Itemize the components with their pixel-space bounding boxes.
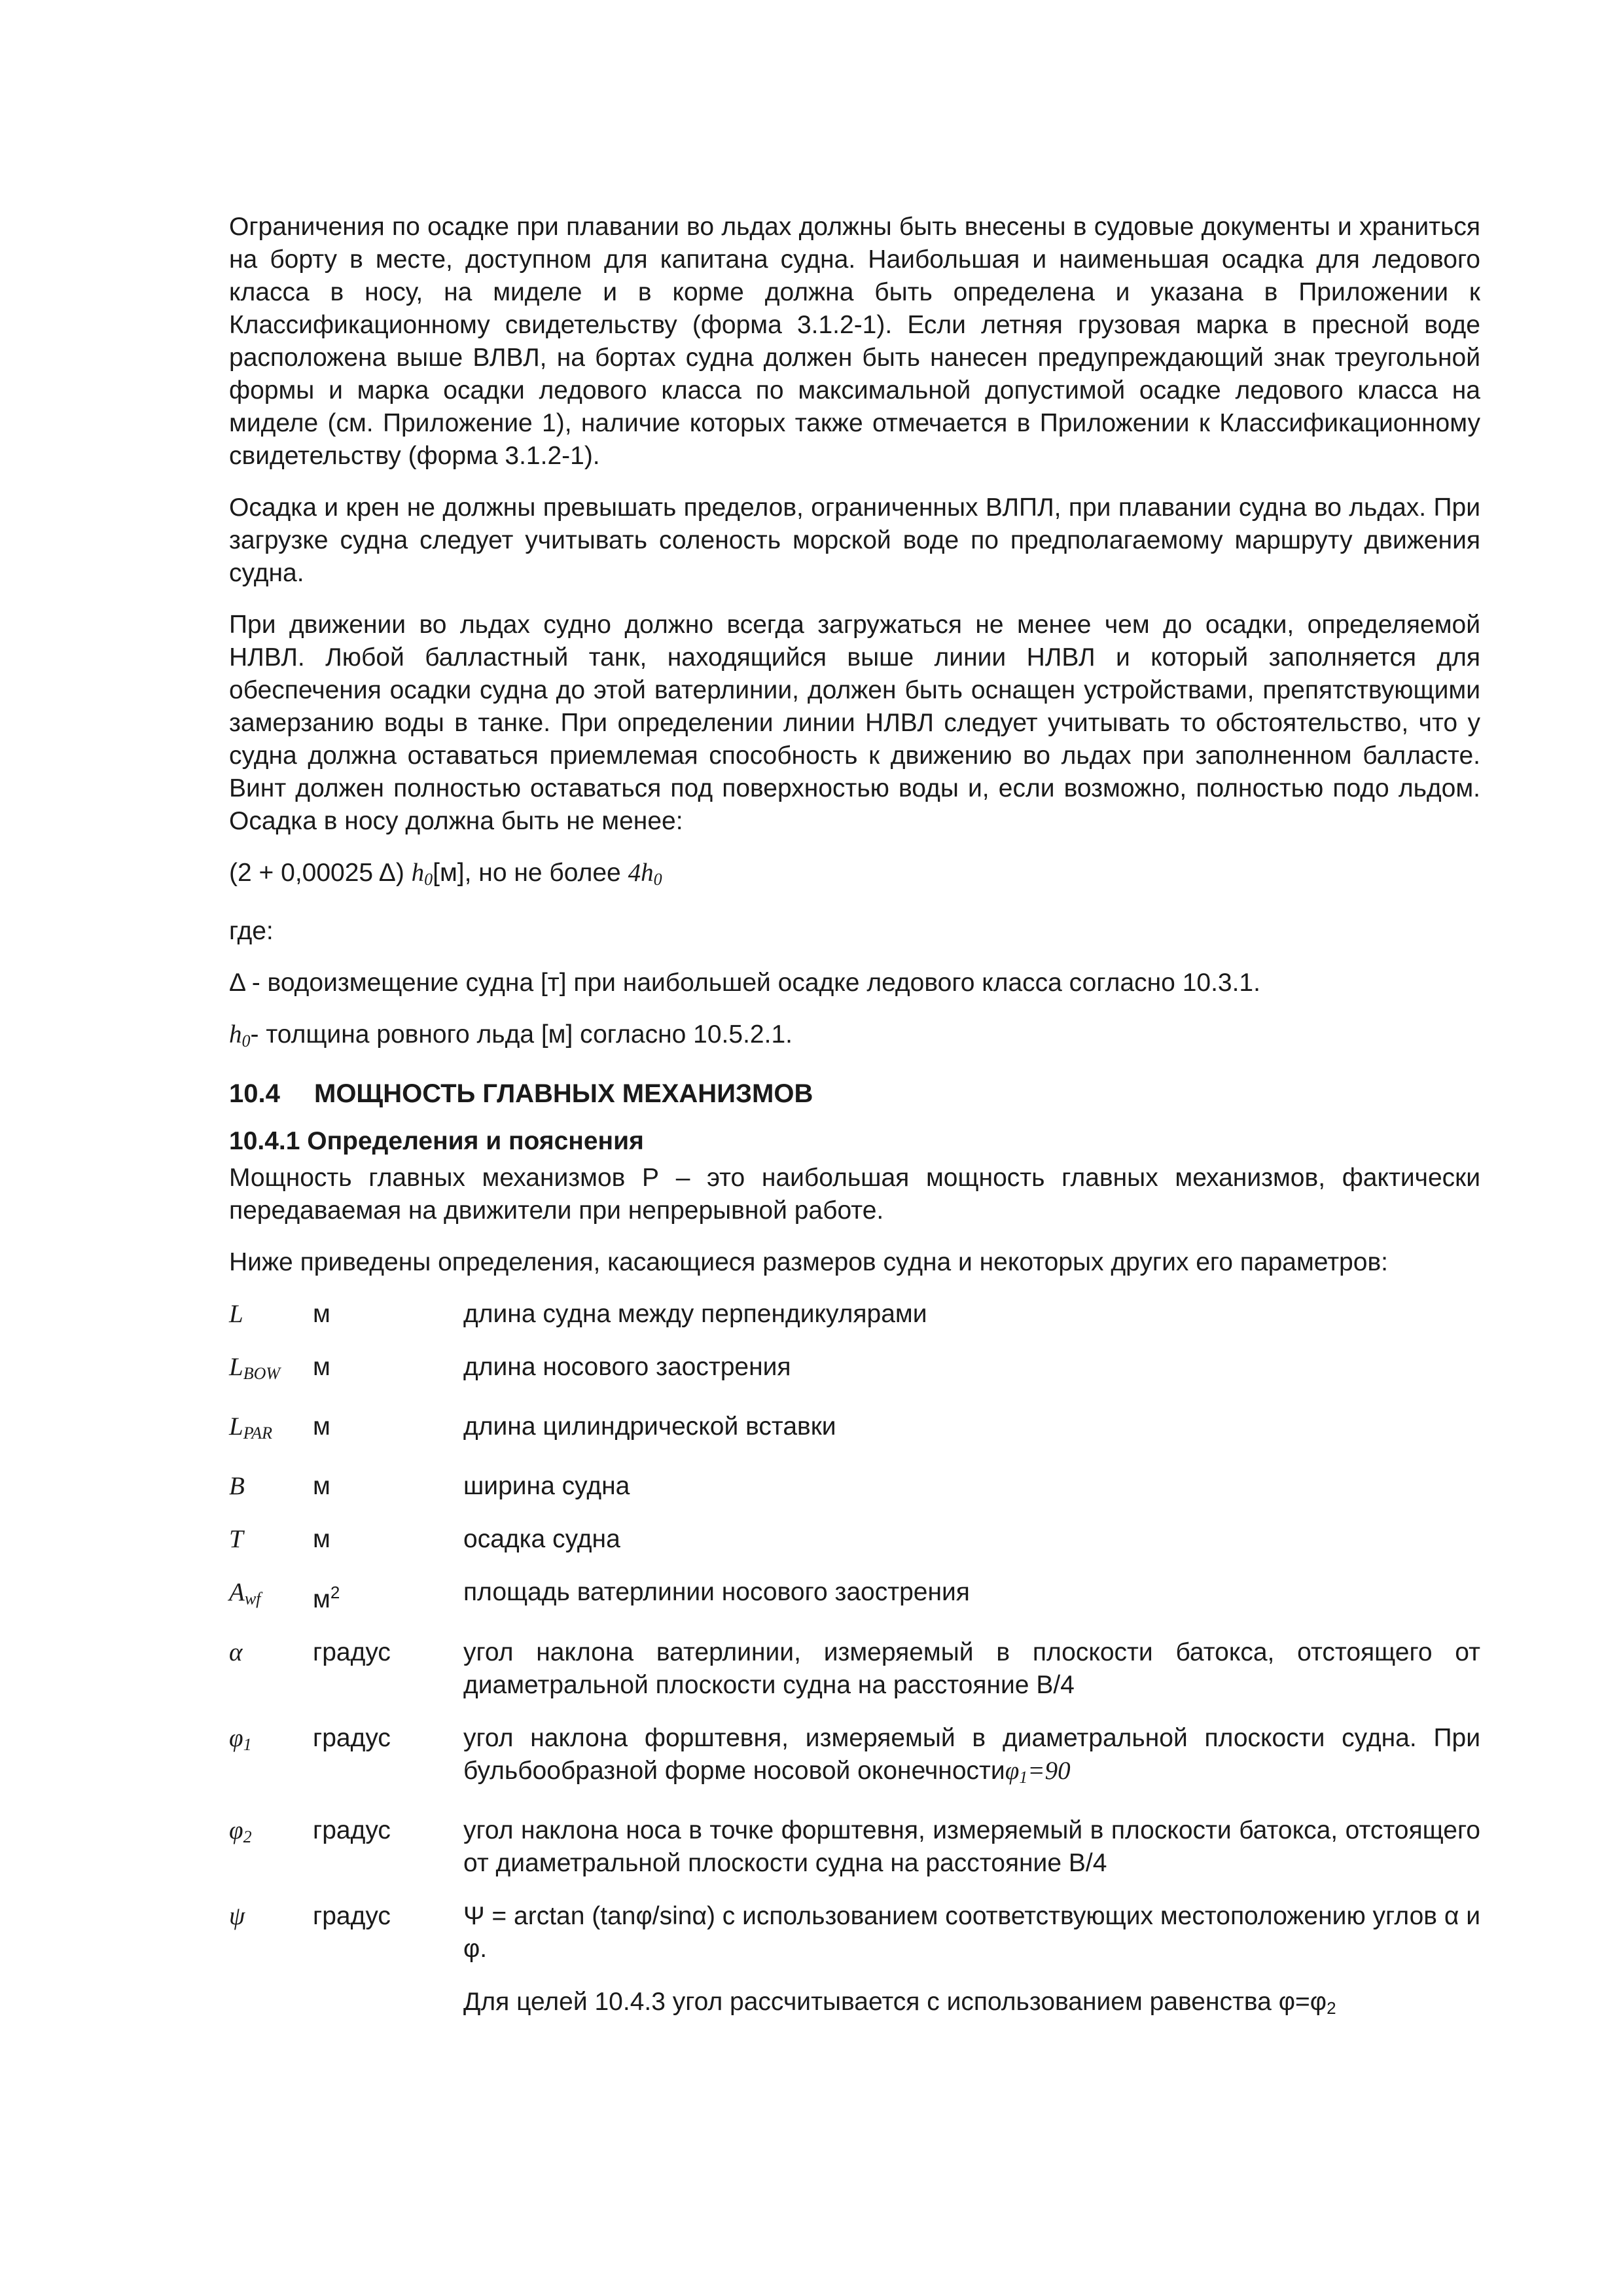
definition-row: $\varphi_1$ градус угол наклона форштевня, измеряемый в диаметральной плоскости судна. При бульбообразной форме носовой оконечностиφ$_1$=90 [229,1724,1480,1787]
definition-row: $\varphi_2$ градус угол наклона носа в точке форштевня, измеряемый в плоскости батокса, отстоящего от диаметральной плоскости судна на расстояние В/4 [229,1816,1480,1877]
definitions-table [229,1298,1480,2045]
definition-row: T м осадка судна [229,1525,620,1553]
paragraph-power-definition: Мощность главных механизмов Р – это наибольшая мощность главных механизмов, фактически передаваемая на движители при непрерывной работе. [229,1164,1480,1225]
bow-draft-formula: (2 + 0,00025 Δ) $h_0[м]$, но не более $4h_0$ [229,859,662,889]
definition-note-row: Для целей 10.4.3 угол рассчитывается с использованием равенства $\varphi=\varphi_2$ [463,1988,1336,2018]
section-heading: 10.4 МОЩНОСТЬ ГЛАВНЫХ МЕХАНИЗМОВ [229,1079,813,1108]
definition-row: B м ширина судна [229,1472,630,1500]
subsection-heading: 10.4.1 Определения и пояснения [229,1127,644,1155]
paragraph-draft-heel: Осадка и крен не должны превышать пределов, ограниченных ВЛПЛ, при плавании судна во льдах. При загрузке судна следует учитывать соленость морской воде по предполагаемому маршруту движения судна. [229,493,1480,587]
definition-row: $A_{wf}$ $м^2$ площадь ватерлинии носового заострения [229,1578,970,1613]
definition-row: L м длина судна между перпендикулярами [229,1300,927,1328]
definition-row: ψ градус Ψ = arctan (tanφ/sinα) с использованием соответствующих местоположению углов α и φ. [229,1902,1481,1963]
h0-definition: $h_0-$ толщина ровного льда [м] согласно 10.5.2.1. [229,1020,793,1050]
paragraph-ice-loading: При движении во льдах судно должно всегда загружаться не менее чем до осадки, определяемой НЛВЛ. Любой балластный танк, находящийся выше линии НЛВЛ и который заполняется для обеспечения осадки судна до этой ватерлинии, должен быть оснащен устройствами, препятствующими замерзанию воды в танке. При определении линии НЛВЛ следует учитывать то обстоятельство, что у судна должна оставаться приемлемая способность к движению во льдах при заполненном балласте. Винт должен полностью оставаться под поверхностью воды и, если возможно, полностью подо льдом. Осадка в носу должна быть не менее: [229,611,1480,835]
paragraph-draft-restrictions: Ограничения по осадке при плавании во льдах должны быть внесены в судовые документы и храниться на борту в месте, доступном для капитана судна. Наибольшая и наименьшая осадка для ледового класса в носу, на миделе и в корме должна быть определена и указана в Приложении к Классификационному свидетельству (форма 3.1.2-1). Если летняя грузовая марка в пресной воде расположена выше ВЛВЛ, на бортах судна должен быть нанесен предупреждающий знак треугольной формы и марка осадки ледового класса по максимальной допустимой осадке ледового класса на миделе (см. Приложение 1), наличие которых также отмечается в Приложении к Классификационному свидетельству (форма 3.1.2-1). [229,213,1480,470]
paragraph-definitions-intro: Ниже приведены определения, касающиеся размеров судна и некоторых других его параметров: [229,1248,1388,1276]
document-page [229,211,1480,2045]
definition-row: $L_{BOW}$ м длина носового заострения [229,1353,791,1383]
definition-row: $L_{PAR}$ м длина цилиндрической вставки [229,1412,836,1443]
delta-definition: Δ - водоизмещение судна [т] при наибольшей осадке ледового класса согласно 10.3.1. [229,969,1260,997]
definition-row: α градус угол наклона ватерлинии, измеряемый в плоскости батокса, отстоящего от диаметральной плоскости судна на расстояние В/4 [229,1638,1480,1699]
where-label: где: [229,917,274,945]
